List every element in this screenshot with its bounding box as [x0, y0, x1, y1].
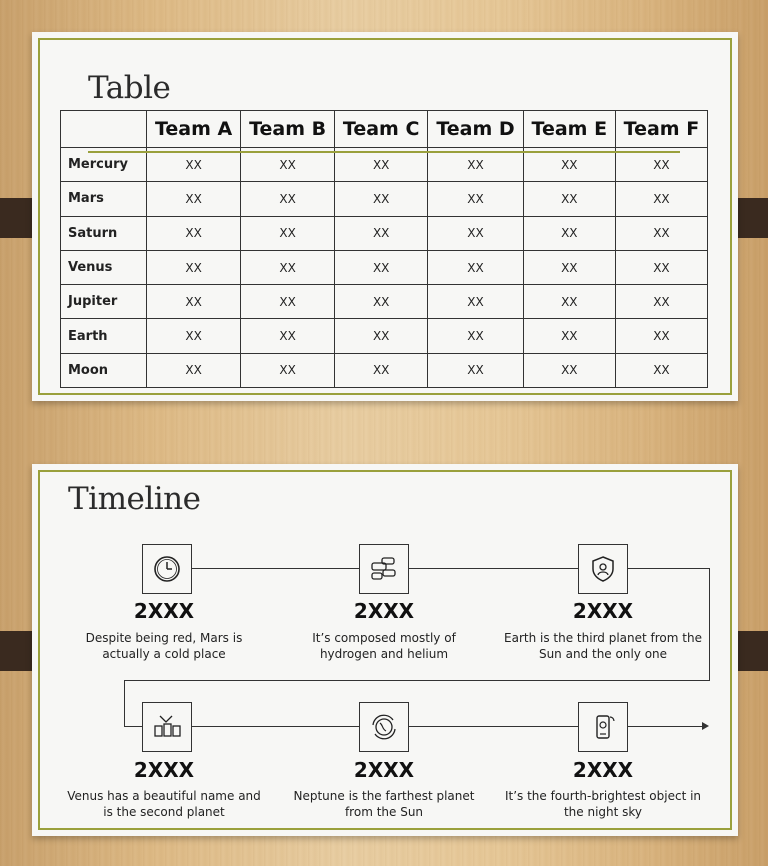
column-header: Team A — [147, 111, 241, 148]
table-cell: XX — [523, 319, 615, 353]
table-cell: XX — [147, 182, 241, 216]
table-cell: XX — [428, 148, 523, 182]
table-cell: XX — [241, 250, 335, 284]
table-cell: XX — [428, 250, 523, 284]
table-corner-cell — [61, 111, 147, 148]
table-cell: XX — [428, 353, 523, 387]
table-cell: XX — [147, 250, 241, 284]
table-cell: XX — [615, 319, 707, 353]
timeline-connector — [166, 568, 710, 569]
table-cell: XX — [335, 319, 428, 353]
timeline-slide — [32, 464, 738, 836]
event-description: Venus has a beautiful name and is the second planet — [67, 789, 261, 819]
event-description: It’s the fourth-brightest object in the night sky — [504, 789, 702, 819]
table-cell: XX — [615, 182, 707, 216]
table-cell: XX — [615, 285, 707, 319]
chat-bubbles-icon — [359, 544, 409, 594]
table-cell: XX — [523, 216, 615, 250]
table-cell: XX — [147, 148, 241, 182]
table-cell: XX — [428, 285, 523, 319]
event-description: It’s composed mostly of hydrogen and helium — [312, 631, 456, 661]
row-label: Mercury — [61, 148, 147, 182]
table-cell: XX — [523, 182, 615, 216]
event-description: Earth is the third planet from the Sun and the only one — [504, 631, 702, 661]
slide-title: Table — [88, 70, 171, 106]
arrow-head-icon — [702, 722, 709, 730]
table-cell: XX — [335, 250, 428, 284]
table-cell: XX — [428, 319, 523, 353]
table-cell: XX — [147, 319, 241, 353]
row-label: Earth — [61, 319, 147, 353]
table-cell: XX — [523, 148, 615, 182]
row-label: Saturn — [61, 216, 147, 250]
clock-icon — [142, 544, 192, 594]
table-header-row — [61, 111, 708, 148]
row-label: Jupiter — [61, 285, 147, 319]
event-year: 2XXX — [353, 599, 415, 623]
slide-title: Timeline — [68, 481, 201, 517]
table-cell: XX — [335, 148, 428, 182]
table-cell: XX — [428, 182, 523, 216]
table-row — [61, 285, 708, 319]
table-cell: XX — [428, 216, 523, 250]
table-cell: XX — [335, 285, 428, 319]
event-year: 2XXX — [353, 758, 415, 782]
table-cell: XX — [523, 250, 615, 284]
row-label: Venus — [61, 250, 147, 284]
column-header: Team C — [335, 111, 428, 148]
table-cell: XX — [615, 250, 707, 284]
table-cell: XX — [335, 353, 428, 387]
table-cell: XX — [523, 285, 615, 319]
column-header: Team B — [241, 111, 335, 148]
table-row — [61, 250, 708, 284]
table-cell: XX — [615, 216, 707, 250]
row-label: Moon — [61, 353, 147, 387]
table-cell: XX — [335, 182, 428, 216]
timeline-connector — [709, 568, 710, 681]
table-cell: XX — [241, 182, 335, 216]
smartphone-icon — [578, 702, 628, 752]
globe-cycle-icon — [359, 702, 409, 752]
protest-signs-icon — [142, 702, 192, 752]
table-cell: XX — [241, 353, 335, 387]
table-cell: XX — [523, 353, 615, 387]
table-row — [61, 182, 708, 216]
table-cell: XX — [241, 319, 335, 353]
row-label: Mars — [61, 182, 147, 216]
event-year: 2XXX — [133, 599, 195, 623]
shield-person-icon — [578, 544, 628, 594]
header-underline — [88, 151, 680, 153]
table-row — [61, 353, 708, 387]
table-cell: XX — [615, 148, 707, 182]
table-cell: XX — [147, 285, 241, 319]
table-cell: XX — [615, 353, 707, 387]
column-header: Team E — [523, 111, 615, 148]
event-year: 2XXX — [572, 758, 634, 782]
table-cell: XX — [335, 216, 428, 250]
table-row — [61, 216, 708, 250]
column-header: Team D — [428, 111, 523, 148]
table-slide — [32, 32, 738, 401]
table-cell: XX — [241, 148, 335, 182]
event-year: 2XXX — [572, 599, 634, 623]
event-description: Neptune is the farthest planet from the Sun — [293, 789, 475, 819]
table-cell: XX — [241, 216, 335, 250]
table-cell: XX — [147, 216, 241, 250]
event-description: Despite being red, Mars is actually a cold place — [85, 631, 243, 661]
column-header: Team F — [615, 111, 707, 148]
event-year: 2XXX — [133, 758, 195, 782]
table-cell: XX — [147, 353, 241, 387]
table-row — [61, 319, 708, 353]
timeline-connector — [124, 680, 710, 681]
table-cell: XX — [241, 285, 335, 319]
timeline-connector — [124, 680, 125, 726]
